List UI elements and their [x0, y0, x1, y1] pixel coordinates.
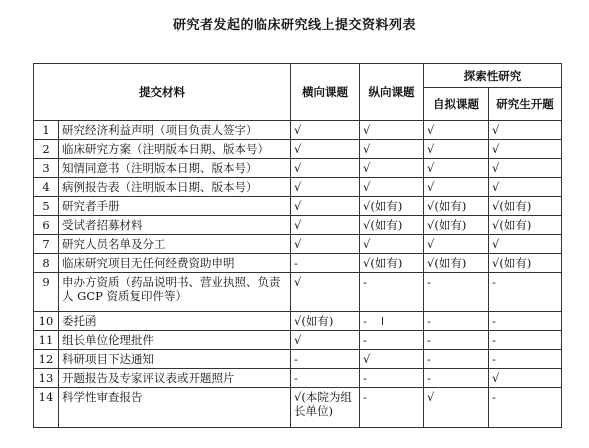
table-row [34, 350, 562, 369]
row-number: 13 [34, 369, 59, 388]
cell-horizontal: √ [291, 216, 360, 235]
row-material: 科研项目下达通知 [59, 350, 291, 369]
table-row [34, 369, 562, 388]
cell-self-proposed: √(如有) [424, 254, 489, 273]
cell-self-proposed: √(如有) [424, 197, 489, 216]
cell-horizontal: √(如有) [291, 312, 360, 331]
cell-student: - [489, 331, 562, 350]
row-material: 知情同意书（注明版本日期、版本号） [59, 159, 291, 178]
table-row [34, 312, 562, 331]
cell-vertical: √(如有) [360, 254, 424, 273]
header-student: 研究生开题 [489, 88, 562, 121]
table-row [34, 273, 562, 312]
cell-student: √(如有) [489, 197, 562, 216]
header-self-proposed: 自拟课题 [424, 88, 489, 121]
cell-horizontal: - [291, 369, 360, 388]
row-number: 5 [34, 197, 59, 216]
cell-vertical: √ [360, 159, 424, 178]
row-number: 3 [34, 159, 59, 178]
table-row [34, 121, 562, 140]
cell-vertical: √ [360, 178, 424, 197]
table-row [34, 235, 562, 254]
header-material: 提交材料 [34, 64, 291, 121]
cell-student: √ [489, 369, 562, 388]
cell-horizontal: √ [291, 159, 360, 178]
cell-self-proposed: √ [424, 140, 489, 159]
cell-student: - [489, 350, 562, 369]
cell-horizontal: - [291, 254, 360, 273]
cell-horizontal: √ [291, 273, 360, 312]
table-row [34, 197, 562, 216]
cell-student: √ [489, 159, 562, 178]
cell-self-proposed: √ [424, 388, 489, 428]
cell-self-proposed: - [424, 331, 489, 350]
row-number: 4 [34, 178, 59, 197]
cell-vertical [360, 312, 424, 331]
row-material: 开题报告及专家评议表或开题照片 [59, 369, 291, 388]
row-number: 12 [34, 350, 59, 369]
cell-vertical: √ [360, 121, 424, 140]
cell-self-proposed: - [424, 350, 489, 369]
page-title: 研究者发起的临床研究线上提交资料列表 [172, 18, 416, 33]
row-number: 7 [34, 235, 59, 254]
cell-self-proposed: - [424, 312, 489, 331]
cell-student: √ [489, 140, 562, 159]
cell-student: √ [489, 178, 562, 197]
cell-self-proposed: - [424, 369, 489, 388]
cell-horizontal: - [291, 350, 360, 369]
text-cursor-icon: I [380, 314, 385, 328]
header-vertical: 纵向课题 [360, 64, 424, 121]
cell-student: √ [489, 121, 562, 140]
cell-vertical: √(如有) [360, 197, 424, 216]
cell-self-proposed: √ [424, 235, 489, 254]
cell-student: √ [489, 235, 562, 254]
cell-vertical: √(如有) [360, 216, 424, 235]
cell-self-proposed: √ [424, 178, 489, 197]
row-number: 11 [34, 331, 59, 350]
cell-self-proposed: - [424, 273, 489, 312]
cell-vertical: √ [360, 235, 424, 254]
table-row [34, 159, 562, 178]
cell-vertical: √ [360, 350, 424, 369]
cell-horizontal: √ [291, 178, 360, 197]
row-material: 研究人员名单及分工 [59, 235, 291, 254]
cell-vertical-value: - [363, 313, 367, 328]
table-row [34, 331, 562, 350]
table-row [34, 388, 562, 428]
row-material: 组长单位伦理批件 [59, 331, 291, 350]
row-number: 6 [34, 216, 59, 235]
table-row [34, 254, 562, 273]
cell-student: - [489, 312, 562, 331]
cell-student: √(如有) [489, 216, 562, 235]
cell-horizontal: √ [291, 121, 360, 140]
cell-horizontal: √ [291, 197, 360, 216]
row-material: 受试者招募材料 [59, 216, 291, 235]
row-material: 研究者手册 [59, 197, 291, 216]
cell-horizontal: √ [291, 140, 360, 159]
row-number: 9 [34, 273, 59, 312]
cell-self-proposed: √ [424, 159, 489, 178]
cell-vertical: - [360, 273, 424, 312]
row-material: 研究经济利益声明（项目负责人签字） [59, 121, 291, 140]
cell-horizontal: √(本院为组长单位) [291, 388, 360, 428]
row-material: 申办方资质（药品说明书、营业执照、负责人 GCP 资质复印件等） [59, 273, 291, 312]
row-number: 10 [34, 312, 59, 331]
cell-horizontal: √ [291, 331, 360, 350]
header-exploratory: 探索性研究 [424, 64, 562, 88]
cell-self-proposed: √ [424, 121, 489, 140]
cell-vertical: √ [360, 140, 424, 159]
cell-student: - [489, 388, 562, 428]
row-material: 临床研究项目无任何经费资助申明 [59, 254, 291, 273]
cell-horizontal: √ [291, 235, 360, 254]
table-row [34, 140, 562, 159]
row-number: 8 [34, 254, 59, 273]
header-horizontal: 横向课题 [291, 64, 360, 121]
row-material: 临床研究方案（注明版本日期、版本号） [59, 140, 291, 159]
row-number: 1 [34, 121, 59, 140]
table-row [34, 216, 562, 235]
row-material: 科学性审查报告 [59, 388, 291, 428]
cell-vertical: - [360, 331, 424, 350]
cell-student: - [489, 273, 562, 312]
cell-self-proposed: √(如有) [424, 216, 489, 235]
cell-student: √(如有) [489, 254, 562, 273]
cell-vertical: - [360, 369, 424, 388]
row-material: 委托函 [59, 312, 291, 331]
table-row [34, 178, 562, 197]
row-number: 2 [34, 140, 59, 159]
row-number: 14 [34, 388, 59, 428]
cell-vertical: - [360, 388, 424, 428]
materials-table [33, 63, 562, 428]
row-material: 病例报告表（注明版本日期、版本号） [59, 178, 291, 197]
